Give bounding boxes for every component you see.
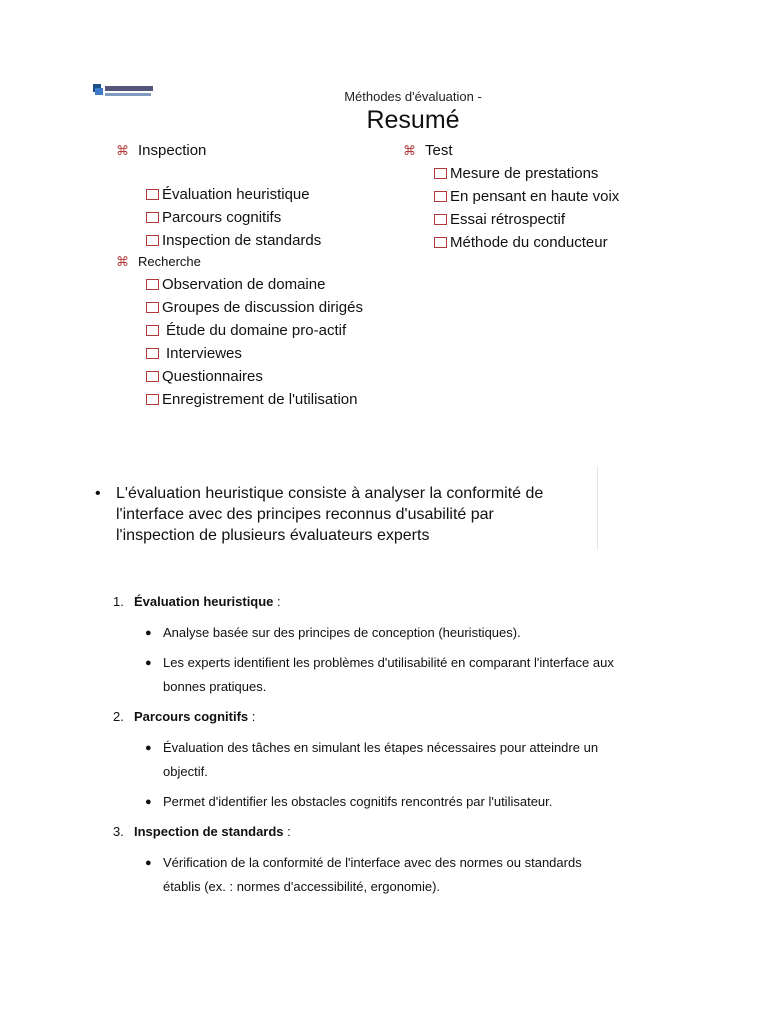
checkbox-icon [146,302,159,313]
list-item: Groupes de discussion dirigés [146,297,363,317]
list-item: Méthode du conducteur [434,232,619,252]
checkbox-icon [434,214,447,225]
list-item: ● Analyse basée sur des principes de conception (heuristiques). [145,621,615,645]
list-item: ● Les experts identifient les problèmes d'utilisabilité en comparant l'interface aux bonnes pratiques. [145,651,615,699]
list-item: Enregistrement de l'utilisation [146,389,363,409]
page-title: Resumé [366,106,460,134]
list-item: ● Évaluation des tâches en simulant les étapes nécessaires pour atteindre un objectif. [145,736,615,784]
checkbox-icon [146,212,159,223]
list-item: En pensant en haute voix [434,186,619,206]
list-item: Essai rétrospectif [434,209,619,229]
checkbox-icon [146,235,159,246]
checkbox-icon [434,191,447,202]
checkbox-icon [434,168,447,179]
list-item: Mesure de prestations [434,163,619,183]
definition-paragraph: • L'évaluation heuristique consiste à analyser la conformité de l'interface avec des principes reconnus d'usabilité par l'inspection de plusieurs évaluateurs experts [95,485,544,544]
list-item: Observation de domaine [146,274,363,294]
checkbox-icon [146,189,159,200]
list-item: ● Permet d'identifier les obstacles cognitifs rencontrés par l'utilisateur. [145,790,615,814]
category-test: ⌘ Test [403,142,453,159]
list-item: Questionnaires [146,366,363,386]
list-item: Interviewes [146,343,363,363]
bullet-icon: ● [145,627,152,639]
bullet-icon: ● [145,796,152,808]
list-heading-1: 1. Évaluation heuristique : [113,594,281,609]
category-inspection: ⌘ Inspection [116,142,207,159]
recherche-list [146,274,363,409]
checkbox-icon [146,371,159,382]
bullet-icon: ● [145,657,152,669]
list-heading-2: 2. Parcours cognitifs : [113,709,256,724]
command-icon: ⌘ [116,144,129,159]
divider [597,466,598,550]
command-icon: ⌘ [403,144,416,159]
bullet-icon: • [95,485,101,502]
page-subtitle: Méthodes d'évaluation - [344,89,482,104]
list-item: Parcours cognitifs [146,207,321,227]
checkbox-icon [146,279,159,290]
category-recherche: ⌘ Recherche [116,254,201,270]
list-item: Inspection de standards [146,230,321,250]
checkbox-icon [146,394,159,405]
bullet-icon: ● [145,742,152,754]
checkbox-icon [146,348,159,359]
checkbox-icon [434,237,447,248]
list-item: Étude du domaine pro-actif [146,320,363,340]
bullet-icon: ● [145,857,152,869]
list-heading-3: 3. Inspection de standards : [113,824,291,839]
inspection-list [146,184,321,250]
list-item: Évaluation heuristique [146,184,321,204]
checkbox-icon [146,325,159,336]
command-icon: ⌘ [116,255,129,270]
test-list [434,163,619,252]
list-item: ● Vérification de la conformité de l'interface avec des normes ou standards établis (ex. : normes d'accessibilité, ergonomie). [145,851,615,899]
